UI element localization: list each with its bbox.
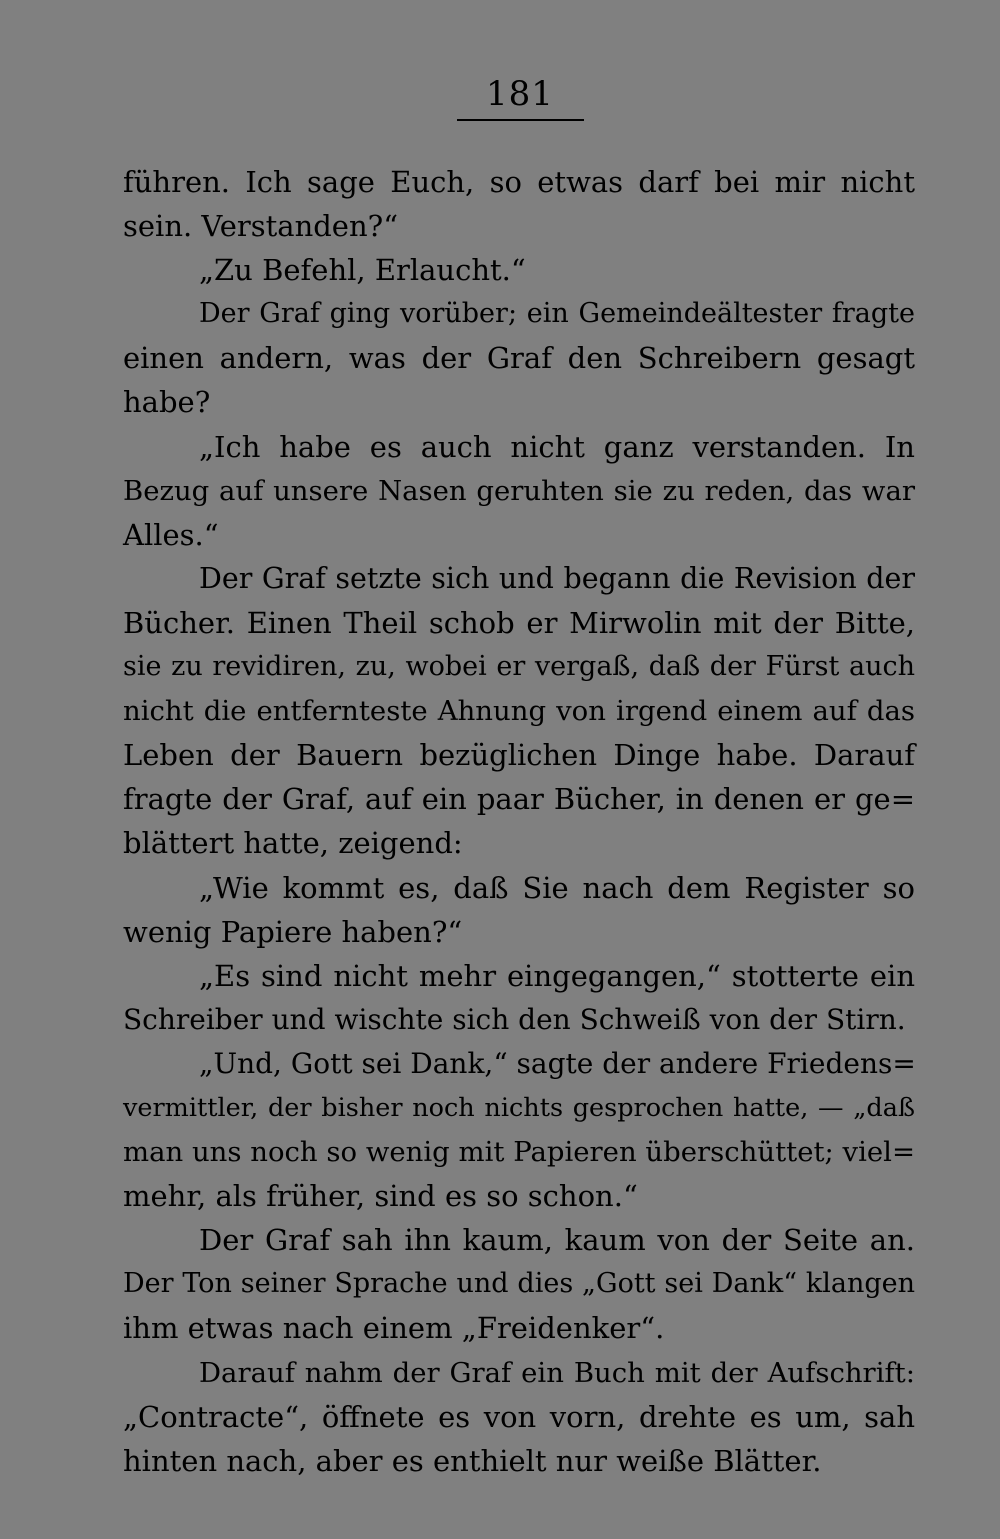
text-line: „Zu Befehl, Erlaucht.“ [199, 253, 526, 288]
text-line: einen andern, was der Graf den Schreibern gesagt [123, 341, 915, 376]
text-line: Der Ton seiner Sprache und dies „Gott sei Dank“ klangen [123, 1268, 915, 1300]
header-rule [457, 119, 584, 121]
text-line: Leben der Bauern bezüglichen Dinge habe. Darauf [123, 738, 915, 773]
text-line: mehr, als früher, sind es so schon.“ [123, 1179, 638, 1214]
text-line: wenig Papiere haben?“ [123, 914, 463, 949]
text-line: Der Graf sah ihn kaum, kaum von der Seite an. [199, 1223, 915, 1258]
text-line: Darauf nahm der Graf ein Buch mit der Aufschrift: [199, 1356, 915, 1389]
text-line: „Contracte“, öffnete es von vorn, drehte es um, sah [123, 1399, 915, 1434]
text-line: „Und, Gott sei Dank,“ sagte der andere Friedens= [199, 1046, 916, 1080]
text-line: „Ich habe es auch nicht ganz verstanden. In [199, 429, 915, 464]
text-line: führen. Ich sage Euch, so etwas darf bei mir nicht [123, 165, 915, 199]
text-line: hinten nach, aber es enthielt nur weiße Blätter. [123, 1443, 822, 1478]
text-line: sie zu revidiren, zu, wobei er vergaß, daß der Fürst auch [123, 651, 915, 683]
text-line: fragte der Graf, auf ein paar Bücher, in denen er ge= [123, 782, 915, 817]
text-line: Schreiber und wischte sich den Schweiß von der Stirn. [123, 1002, 906, 1036]
page-number: 181 [486, 74, 554, 114]
text-line: vermittler, der bisher noch nichts gesprochen hatte, — „daß [123, 1092, 915, 1123]
text-line: „Es sind nicht mehr eingegangen,“ stotterte ein [199, 958, 915, 993]
text-line: Alles.“ [123, 517, 219, 552]
text-line: Bücher. Einen Theil schob er Mirwolin mit der Bitte, [123, 605, 915, 640]
text-line: ihm etwas nach einem „Freidenker“. [123, 1311, 665, 1346]
body-text [123, 160, 915, 1483]
text-line: „Wie kommt es, daß Sie nach dem Register so [199, 870, 915, 905]
text-line: sein. Verstanden?“ [123, 209, 399, 244]
text-line: Der Graf setzte sich und begann die Revision der [199, 561, 915, 595]
text-line: Bezug auf unsere Nasen geruhten sie zu reden, das war [123, 474, 915, 507]
text-line: Der Graf ging vorüber; ein Gemeindeältester fragte [199, 298, 915, 330]
text-line: nicht die entfernteste Ahnung von irgend einem auf das [123, 695, 915, 728]
text-line: man uns noch so wenig mit Papieren überschüttet; viel= [123, 1136, 915, 1169]
text-line: blättert hatte, zeigend: [123, 826, 463, 861]
text-line: habe? [123, 385, 211, 420]
